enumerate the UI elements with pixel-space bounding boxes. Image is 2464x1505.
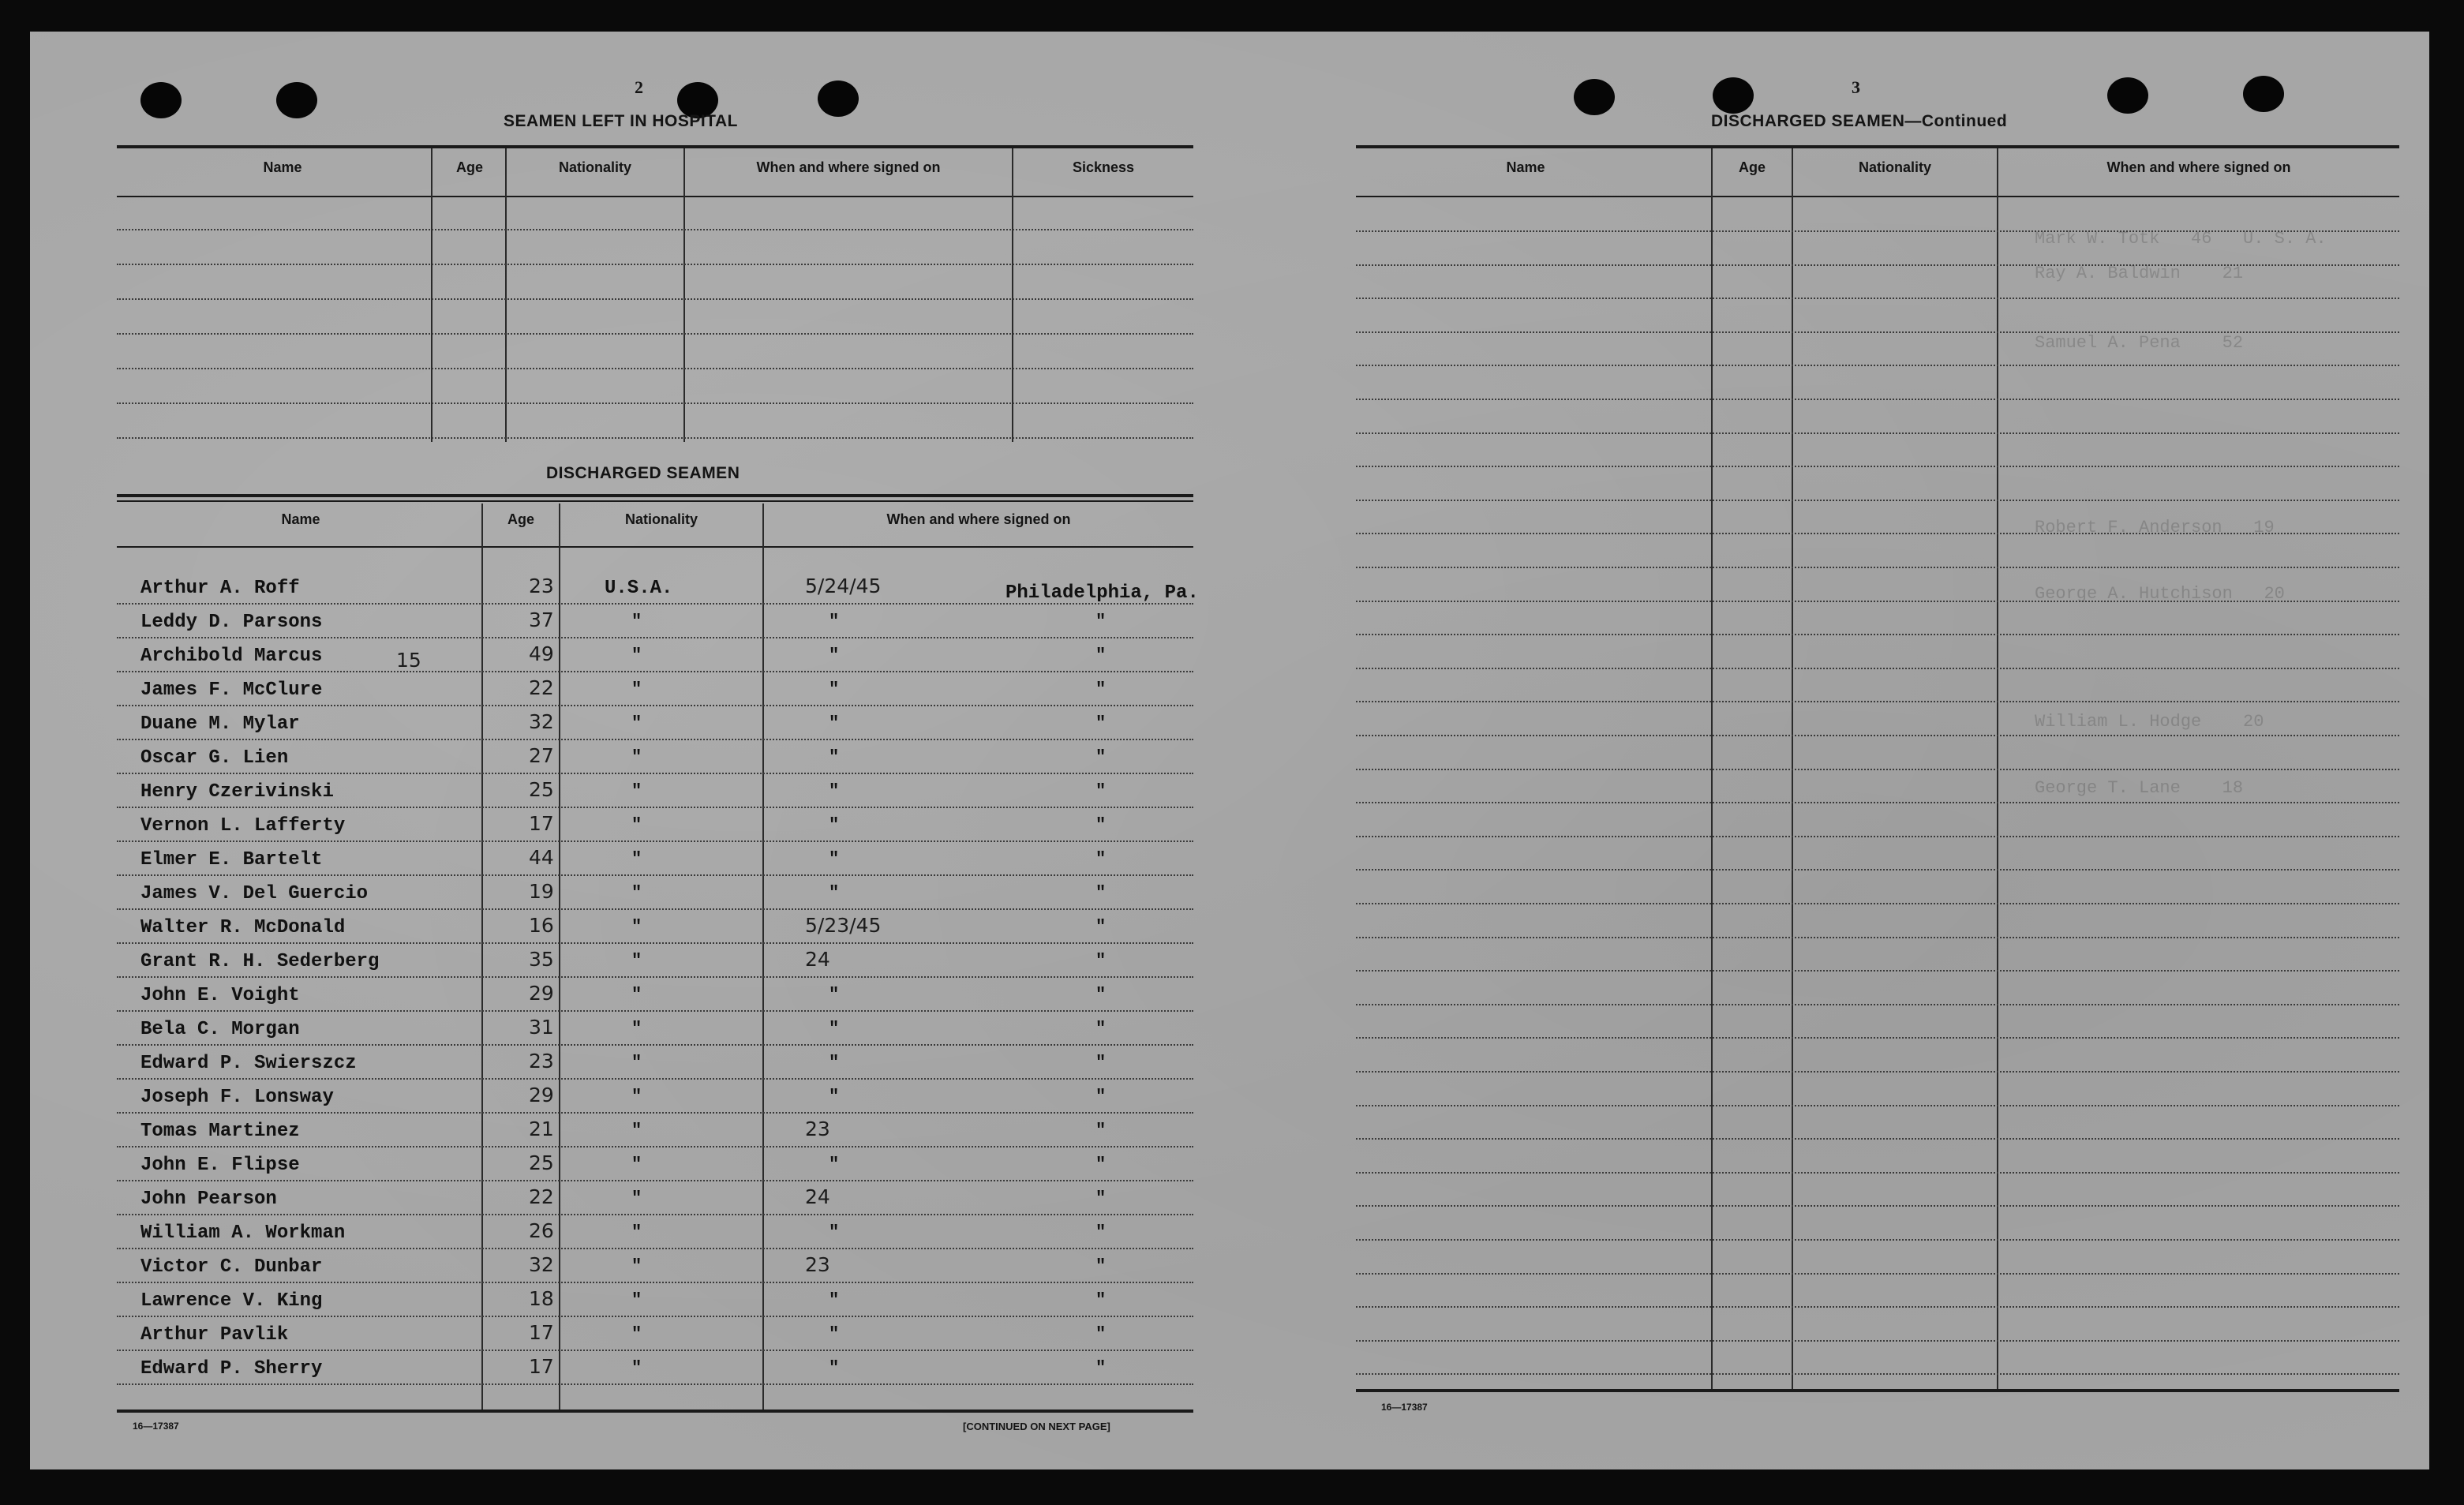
blank-row-line	[1356, 298, 2399, 299]
signed-on-date: 24	[805, 948, 830, 971]
seaman-name: John Pearson	[140, 1189, 277, 1210]
signed-on-date: "	[829, 1222, 840, 1242]
blank-row-line	[117, 333, 1193, 335]
seaman-name: Henry Czerivinski	[140, 781, 334, 803]
seaman-name: Joseph F. Lonsway	[140, 1087, 334, 1108]
row-line	[117, 739, 1193, 740]
left-page: 2 SEAMEN LEFT IN HOSPITAL Name Age Nationality When and where signed on Sickness DISCHARGED SEAMEN Name Age Nationality When and where signed on Arthur A. Roff 23 U.S.A. 5/24/45 Philadelphia, Pa. Leddy D. Parsons 37 " " " Archibold Marcus 49 " " " James F. McClure 22 " " " Duane M. Mylar 32 " " " Oscar G. Lien 27 " " " Henry Czerivinski 25 " " " Vernon L. Lafferty 17 " " " Elmer E. Bartelt 44 " " " James V. Del Guercio 19 " " " Walter R. McDonald 16 " 5/23/45 " Grant R. H. Sederberg 35 " 24 " John E. Voight 29 " " " Bela C. Morgan 31 " " " Edward P. Swierszcz 23 " " " Joseph F. Lonsway 29 " " " Tomas Martinez 21 " 23 " John E. Flipse 25 " " " John Pearson 22 " 24 " William A. Workman 26 " " " Victor C. Dunbar 32 " 23 " Lawrence V. King 18 " " " Arthur Pavlik 17 " " " Edward P. Sherry 17 " " " 16—17387 [CONTINUED ON NEXT PAGE] 15	[30, 32, 1230, 1469]
seaman-name: Edward P. Swierszcz	[140, 1053, 357, 1074]
signed-on-date: "	[829, 815, 840, 835]
blank-row-line	[1356, 500, 2399, 501]
signed-on-place: "	[1095, 849, 1107, 869]
form-number: 16—17387	[133, 1421, 179, 1432]
seaman-nationality: "	[631, 1358, 642, 1378]
col-header-nationality: Nationality	[1858, 159, 1931, 175]
column-divider	[683, 148, 685, 442]
blank-row-line	[1356, 1273, 2399, 1275]
seaman-age: 27	[529, 744, 554, 767]
table-bottom-rule	[117, 1410, 1193, 1413]
seaman-name: Duane M. Mylar	[140, 713, 300, 735]
seaman-nationality: "	[631, 951, 642, 971]
signed-on-date: 23	[805, 1118, 830, 1140]
blank-row-line	[1356, 1172, 2399, 1174]
seaman-name: Arthur A. Roff	[140, 578, 300, 599]
seaman-name: John E. Voight	[140, 985, 300, 1006]
blank-row-line	[1356, 903, 2399, 904]
col-header-nationality: Nationality	[624, 511, 698, 527]
header-rule	[117, 196, 1193, 197]
discharged-continued-title: DISCHARGED SEAMEN—Continued	[1711, 112, 2008, 130]
seaman-age: 22	[529, 1185, 554, 1208]
seaman-nationality: "	[631, 1053, 642, 1073]
row-line	[117, 942, 1193, 944]
col-header-age: Age	[455, 159, 483, 175]
table-top-rule	[1356, 145, 2399, 148]
seaman-age: 35	[529, 948, 554, 971]
seaman-name: James F. McClure	[140, 679, 323, 701]
seaman-nationality: "	[631, 1087, 642, 1106]
signed-on-date: "	[829, 612, 840, 631]
table-top-rule-double	[117, 500, 1193, 502]
seaman-age: 31	[529, 1016, 554, 1039]
seaman-nationality: "	[631, 1155, 642, 1174]
seaman-nationality: "	[631, 883, 642, 903]
seaman-nationality: "	[631, 1121, 642, 1140]
signed-on-place: "	[1095, 1358, 1107, 1378]
seaman-name: Oscar G. Lien	[140, 747, 289, 769]
signed-on-date: "	[829, 646, 840, 665]
col-header-age: Age	[1738, 159, 1766, 175]
seaman-nationality: "	[631, 1222, 642, 1242]
seaman-age: 37	[529, 608, 554, 631]
row-line	[117, 1078, 1193, 1080]
signed-on-place: "	[1095, 883, 1107, 903]
col-header-nationality: Nationality	[558, 159, 631, 175]
row-line	[117, 1350, 1193, 1351]
col-header-sickness: Sickness	[1072, 159, 1135, 175]
signed-on-place: "	[1095, 679, 1107, 699]
row-line	[117, 671, 1193, 672]
seaman-age: 17	[529, 1355, 554, 1378]
seaman-age: 21	[529, 1118, 554, 1140]
right-page: 3 DISCHARGED SEAMEN—Continued Name Age Nationality When and where signed on 16—17387 Mark W. Totk 46 U. S. A. Ray A. Baldwin 21 Samuel A. Pena 52 Robert F. Anderson 19 George A. Hutchison 20 William L. Hodge 20 George T. Lane 18	[1293, 32, 2429, 1469]
signed-on-place: "	[1095, 1087, 1107, 1106]
column-divider	[559, 504, 560, 1411]
signed-on-place: "	[1095, 985, 1107, 1005]
blank-row-line	[1356, 567, 2399, 568]
signed-on-place: "	[1095, 1256, 1107, 1276]
col-header-age: Age	[507, 511, 534, 527]
seaman-name: Arthur Pavlik	[140, 1324, 289, 1346]
blank-row-line	[1356, 1306, 2399, 1308]
seaman-nationality: "	[631, 1189, 642, 1208]
blank-row-line	[1356, 1004, 2399, 1005]
col-header-name: Name	[1506, 159, 1545, 175]
signed-on-place: "	[1095, 1290, 1107, 1310]
manifest-sheet	[30, 32, 2429, 1469]
signed-on-date: "	[829, 747, 840, 767]
seaman-nationality: "	[631, 1256, 642, 1276]
blank-row-line	[117, 264, 1193, 265]
blank-row-line	[1356, 1138, 2399, 1140]
row-line	[117, 1383, 1193, 1385]
blank-row-line	[117, 402, 1193, 404]
row-line	[117, 1316, 1193, 1317]
seaman-age: 18	[529, 1287, 554, 1310]
col-header-signed-on: When and where signed on	[756, 159, 941, 175]
seaman-nationality: "	[631, 713, 642, 733]
blank-row-line	[1356, 668, 2399, 669]
signed-on-date: "	[829, 1290, 840, 1310]
seaman-nationality: "	[631, 917, 642, 937]
row-line	[117, 976, 1193, 978]
blank-row-line	[1356, 869, 2399, 870]
signed-on-date: "	[829, 849, 840, 869]
blank-row-line	[1356, 836, 2399, 837]
seaman-nationality: "	[631, 747, 642, 767]
table-top-rule	[117, 494, 1193, 497]
col-header-name: Name	[263, 159, 302, 175]
form-number: 16—17387	[1381, 1402, 1428, 1413]
seaman-age: 17	[529, 1321, 554, 1344]
signed-on-place: "	[1095, 815, 1107, 835]
signed-on-place: "	[1095, 747, 1107, 767]
blank-row-line	[1356, 365, 2399, 366]
seaman-name: William A. Workman	[140, 1222, 346, 1244]
seaman-age: 25	[529, 778, 554, 801]
row-line	[117, 874, 1193, 876]
seaman-nationality: "	[631, 1019, 642, 1039]
signed-on-place: "	[1095, 1189, 1107, 1208]
signed-on-place: "	[1095, 781, 1107, 801]
blank-row-line	[1356, 735, 2399, 736]
row-line	[117, 1044, 1193, 1046]
seaman-nationality: "	[631, 1290, 642, 1310]
table-top-rule	[117, 145, 1193, 148]
signed-on-date: "	[829, 1358, 840, 1378]
page-number: 3	[1852, 77, 1860, 97]
signed-on-date: "	[829, 1324, 840, 1344]
row-line	[117, 705, 1193, 706]
seaman-age: 23	[529, 1050, 554, 1073]
seaman-nationality: "	[631, 679, 642, 699]
seaman-name: Grant R. H. Sederberg	[140, 951, 380, 972]
signed-on-place: "	[1095, 612, 1107, 631]
seaman-nationality: "	[631, 815, 642, 835]
blank-row-line	[1356, 1071, 2399, 1073]
blank-row-line	[117, 437, 1193, 439]
signed-on-date: "	[829, 1087, 840, 1106]
blank-row-line	[117, 368, 1193, 369]
blank-row-line	[1356, 399, 2399, 400]
row-line	[117, 1248, 1193, 1249]
signed-on-date: 23	[805, 1253, 830, 1276]
seaman-name: Tomas Martinez	[140, 1121, 300, 1142]
seaman-age: 29	[529, 982, 554, 1005]
row-line	[117, 1214, 1193, 1215]
seaman-name: Victor C. Dunbar	[140, 1256, 323, 1278]
signed-on-date: "	[829, 781, 840, 801]
signed-on-place: "	[1095, 1019, 1107, 1039]
header-rule	[117, 546, 1193, 548]
seaman-age: 17	[529, 812, 554, 835]
seaman-nationality: "	[631, 646, 642, 665]
seaman-age: 44	[529, 846, 554, 869]
signed-on-place: "	[1095, 1222, 1107, 1242]
signed-on-date: "	[829, 713, 840, 733]
seaman-name: Leddy D. Parsons	[140, 612, 323, 633]
col-header-name: Name	[281, 511, 320, 527]
row-line	[117, 773, 1193, 774]
seaman-name: Bela C. Morgan	[140, 1019, 300, 1040]
seaman-nationality: "	[631, 985, 642, 1005]
seaman-name: Walter R. McDonald	[140, 917, 346, 938]
blank-row-line	[117, 229, 1193, 230]
seaman-age: 29	[529, 1084, 554, 1106]
seaman-name: Vernon L. Lafferty	[140, 815, 346, 837]
blank-row-line	[1356, 466, 2399, 467]
signed-on-place: Philadelphia, Pa.	[1005, 582, 1199, 604]
row-line	[117, 1010, 1193, 1012]
signed-on-place: "	[1095, 1053, 1107, 1073]
seaman-name: Lawrence V. King	[140, 1290, 323, 1312]
seaman-age: 32	[529, 1253, 554, 1276]
blank-row-line	[1356, 701, 2399, 702]
signed-on-date: "	[829, 883, 840, 903]
seaman-nationality: "	[631, 849, 642, 869]
seaman-age: 49	[529, 642, 554, 665]
table-bottom-rule	[1356, 1389, 2399, 1392]
blank-row-line	[1356, 1037, 2399, 1039]
hospital-section-title: SEAMEN LEFT IN HOSPITAL	[504, 112, 738, 130]
column-divider	[431, 148, 433, 442]
signed-on-date: "	[829, 1053, 840, 1073]
blank-row-line	[1356, 1205, 2399, 1207]
seaman-age: 32	[529, 710, 554, 733]
row-line	[117, 908, 1193, 910]
continued-note: [CONTINUED ON NEXT PAGE]	[963, 1421, 1110, 1432]
blank-row-line	[1356, 937, 2399, 938]
page-number: 2	[635, 77, 643, 97]
seaman-age: 22	[529, 676, 554, 699]
signed-on-date: "	[829, 1155, 840, 1174]
signed-on-place: "	[1095, 1324, 1107, 1344]
seaman-age: 16	[529, 914, 554, 937]
signed-on-place: "	[1095, 917, 1107, 937]
blank-row-line	[1356, 1105, 2399, 1106]
col-header-signed-on: When and where signed on	[2106, 159, 2291, 175]
column-divider	[762, 504, 764, 1411]
row-line	[117, 1112, 1193, 1114]
seaman-age: 19	[529, 880, 554, 903]
row-line	[117, 1146, 1193, 1147]
seaman-name: James V. Del Guercio	[140, 883, 369, 904]
signed-on-date: "	[829, 679, 840, 699]
blank-row-line	[1356, 802, 2399, 803]
seaman-name: Archibold Marcus	[140, 646, 323, 667]
blank-row-line	[1356, 1340, 2399, 1342]
blank-row-line	[117, 298, 1193, 300]
signed-on-place: "	[1095, 713, 1107, 733]
signed-on-date: "	[829, 985, 840, 1005]
column-divider	[505, 148, 507, 442]
seaman-age: 25	[529, 1151, 554, 1174]
seaman-age: 26	[529, 1219, 554, 1242]
signed-on-place: "	[1095, 1155, 1107, 1174]
signed-on-date: "	[829, 1019, 840, 1039]
row-line	[117, 807, 1193, 808]
col-header-signed-on: When and where signed on	[886, 511, 1071, 527]
seaman-nationality: U.S.A.	[605, 578, 673, 599]
seaman-age: 23	[529, 575, 554, 597]
signed-on-date: 5/24/45	[805, 575, 882, 597]
blank-row-line	[1356, 970, 2399, 972]
seaman-name: Elmer E. Bartelt	[140, 849, 323, 870]
column-divider	[1012, 148, 1013, 442]
discharged-section-title: DISCHARGED SEAMEN	[546, 464, 740, 482]
row-line	[117, 637, 1193, 638]
row-line	[117, 840, 1193, 842]
row-line	[117, 1282, 1193, 1283]
blank-row-line	[1356, 432, 2399, 434]
row-line	[117, 1180, 1193, 1181]
signed-on-place: "	[1095, 1121, 1107, 1140]
column-divider	[481, 504, 483, 1411]
blank-row-line	[1356, 769, 2399, 770]
seaman-nationality: "	[631, 781, 642, 801]
seaman-name: John E. Flipse	[140, 1155, 300, 1176]
header-rule	[1356, 196, 2399, 197]
seaman-nationality: "	[631, 1324, 642, 1344]
signed-on-place: "	[1095, 646, 1107, 665]
seaman-name: Edward P. Sherry	[140, 1358, 323, 1380]
signed-on-place: "	[1095, 951, 1107, 971]
blank-row-line	[1356, 1239, 2399, 1241]
seaman-nationality: "	[631, 612, 642, 631]
signed-on-date: 5/23/45	[805, 914, 882, 937]
blank-row-line	[1356, 634, 2399, 635]
blank-row-line	[1356, 1373, 2399, 1375]
signed-on-date: 24	[805, 1185, 830, 1208]
